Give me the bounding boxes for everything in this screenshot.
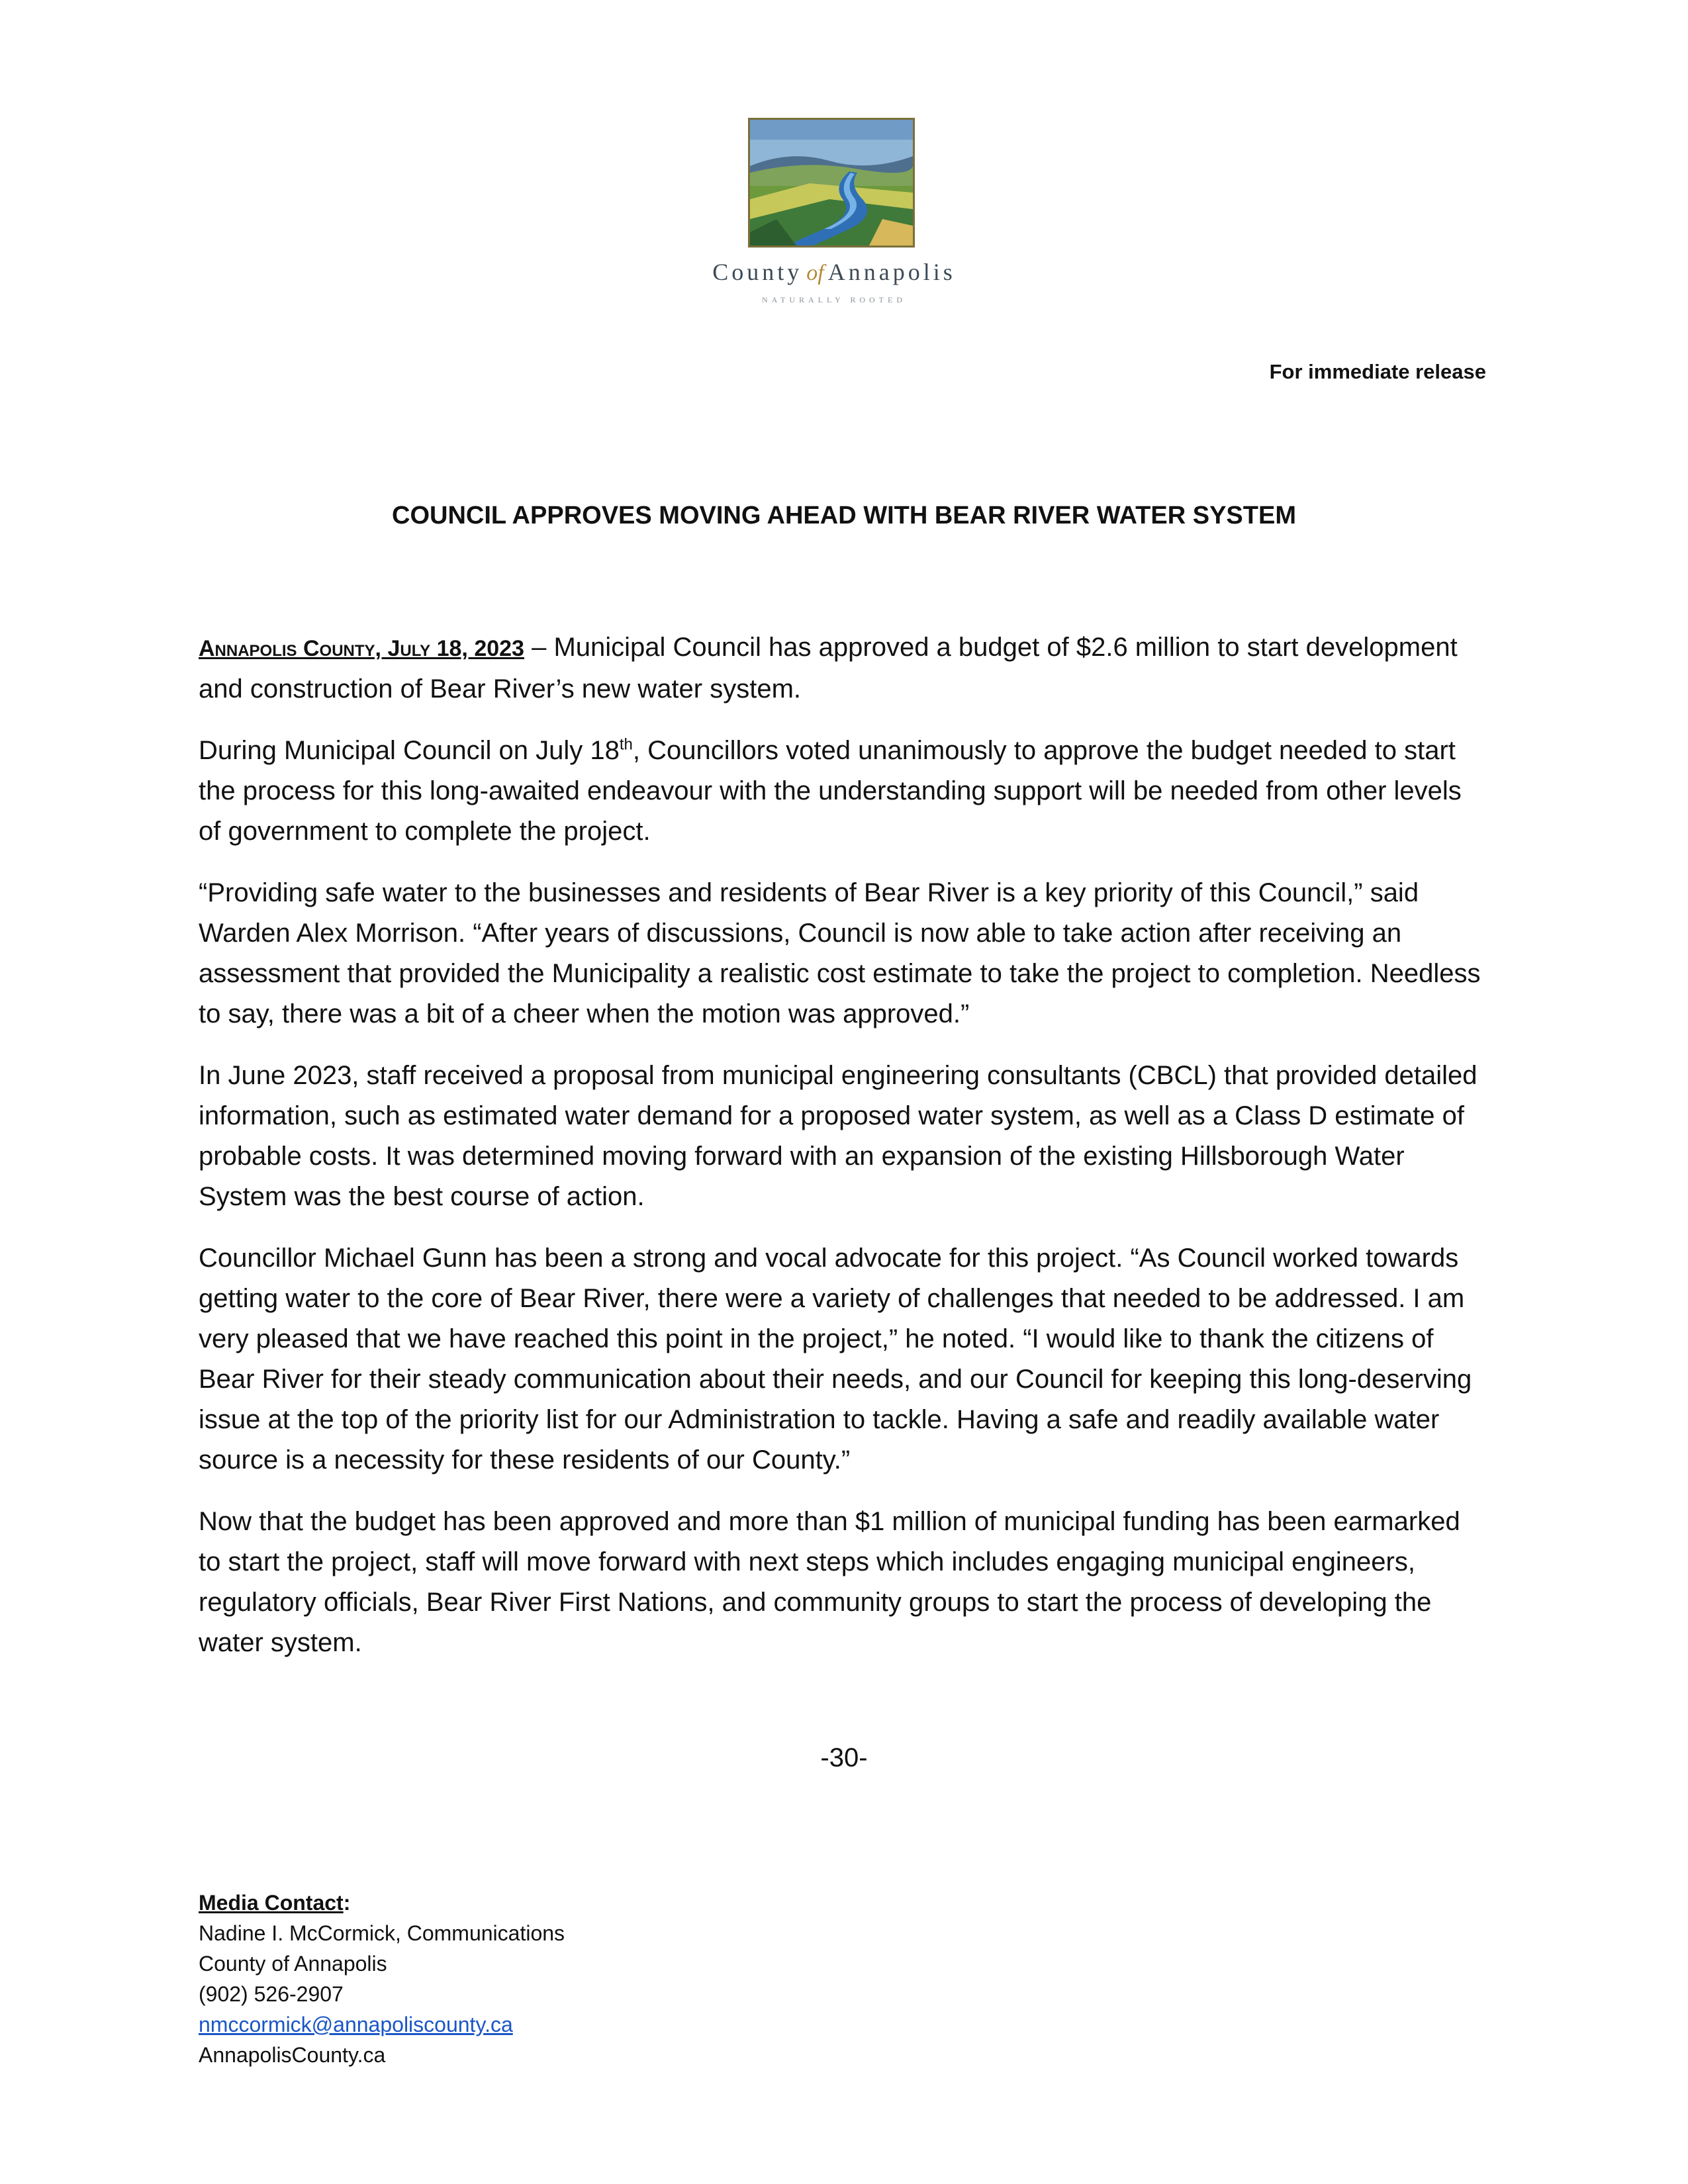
- dateline: Annapolis County, July 18, 2023: [199, 636, 524, 661]
- contact-org: County of Annapolis: [199, 1952, 387, 1976]
- wordmark-county: County: [712, 259, 803, 285]
- wordmark-annapolis: Annapolis: [827, 259, 956, 285]
- contact-email-link[interactable]: nmccormick@annapoliscounty.ca: [199, 2013, 513, 2036]
- contact-heading: [199, 1888, 565, 1918]
- county-logo-icon: [748, 118, 915, 248]
- wordmark-of: of: [806, 261, 824, 285]
- landscape-river-icon: [750, 120, 913, 246]
- paragraph-1-text: – Municipal Council has approved a budget of $2.6 million to start development and construction of Bear River’s new water system.: [199, 633, 1458, 704]
- paragraph-5: Councillor Michael Gunn has been a strong and vocal advocate for this project. “As Council worked towards getting water to the core of Bear River, there were a variety of challenges that needed to be addressed. I am very pleased that we have reached this point in the project,” he noted. “I would like to thank the citizens of Bear River for their steady communication about their needs, and our Council for keeping this long-deserving issue at the top of the priority list for our Administration to tackle. Having a safe and readily available water source is a necessity for these residents of our County.”: [199, 1244, 1472, 1475]
- article-body: [199, 627, 1489, 1684]
- county-wordmark: [662, 258, 1006, 286]
- contact-colon: :: [343, 1891, 351, 1915]
- paragraph-2: [199, 731, 1489, 852]
- paragraph-2-text-a: During Municipal Council on July 18: [199, 736, 620, 765]
- media-contact: [199, 1888, 565, 2070]
- end-mark: -30-: [820, 1743, 868, 1772]
- paragraph-2-text-b: , Councillors voted unanimously to approve the budget needed to start the process for this long-awaited endeavour with the understanding support will be needed from other levels of government to complete the project.: [199, 736, 1462, 846]
- headline: COUNCIL APPROVES MOVING AHEAD WITH BEAR RIVER WATER SYSTEM: [392, 502, 1296, 529]
- paragraph-3: “Providing safe water to the businesses and residents of Bear River is a key priority of this Council,” said Warden Alex Morrison. “After years of discussions, Council is now able to take action after receiving an assessment that provided the Municipality a realistic cost estimate to take the project to completion. Needless to say, there was a bit of a cheer when the motion was approved.”: [199, 878, 1481, 1028]
- paragraph-6: Now that the budget has been approved and more than $1 million of municipal funding has been earmarked to start the project, staff will move forward with next steps which includes engaging municipal engineers, regulatory officials, Bear River First Nations, and community groups to start the process of developing the water system.: [199, 1507, 1460, 1657]
- contact-name: Nadine I. McCormick, Communications: [199, 1921, 565, 1945]
- paragraph-4: In June 2023, staff received a proposal from municipal engineering consultants (CBCL) that provided detailed information, such as estimated water demand for a proposed water system, as well as a Class D estimate of probable costs. It was determined moving forward with an expansion of the existing Hillsborough Water System was the best course of action.: [199, 1061, 1477, 1211]
- release-label: For immediate release: [1269, 360, 1486, 383]
- contact-label: Media Contact: [199, 1891, 344, 1915]
- paragraph-1: [199, 627, 1489, 709]
- ordinal-suffix: th: [619, 735, 633, 754]
- contact-website: AnnapolisCounty.ca: [199, 2043, 386, 2067]
- contact-phone: (902) 526-2907: [199, 1982, 344, 2006]
- logo-tagline: NATURALLY ROOTED: [761, 295, 906, 304]
